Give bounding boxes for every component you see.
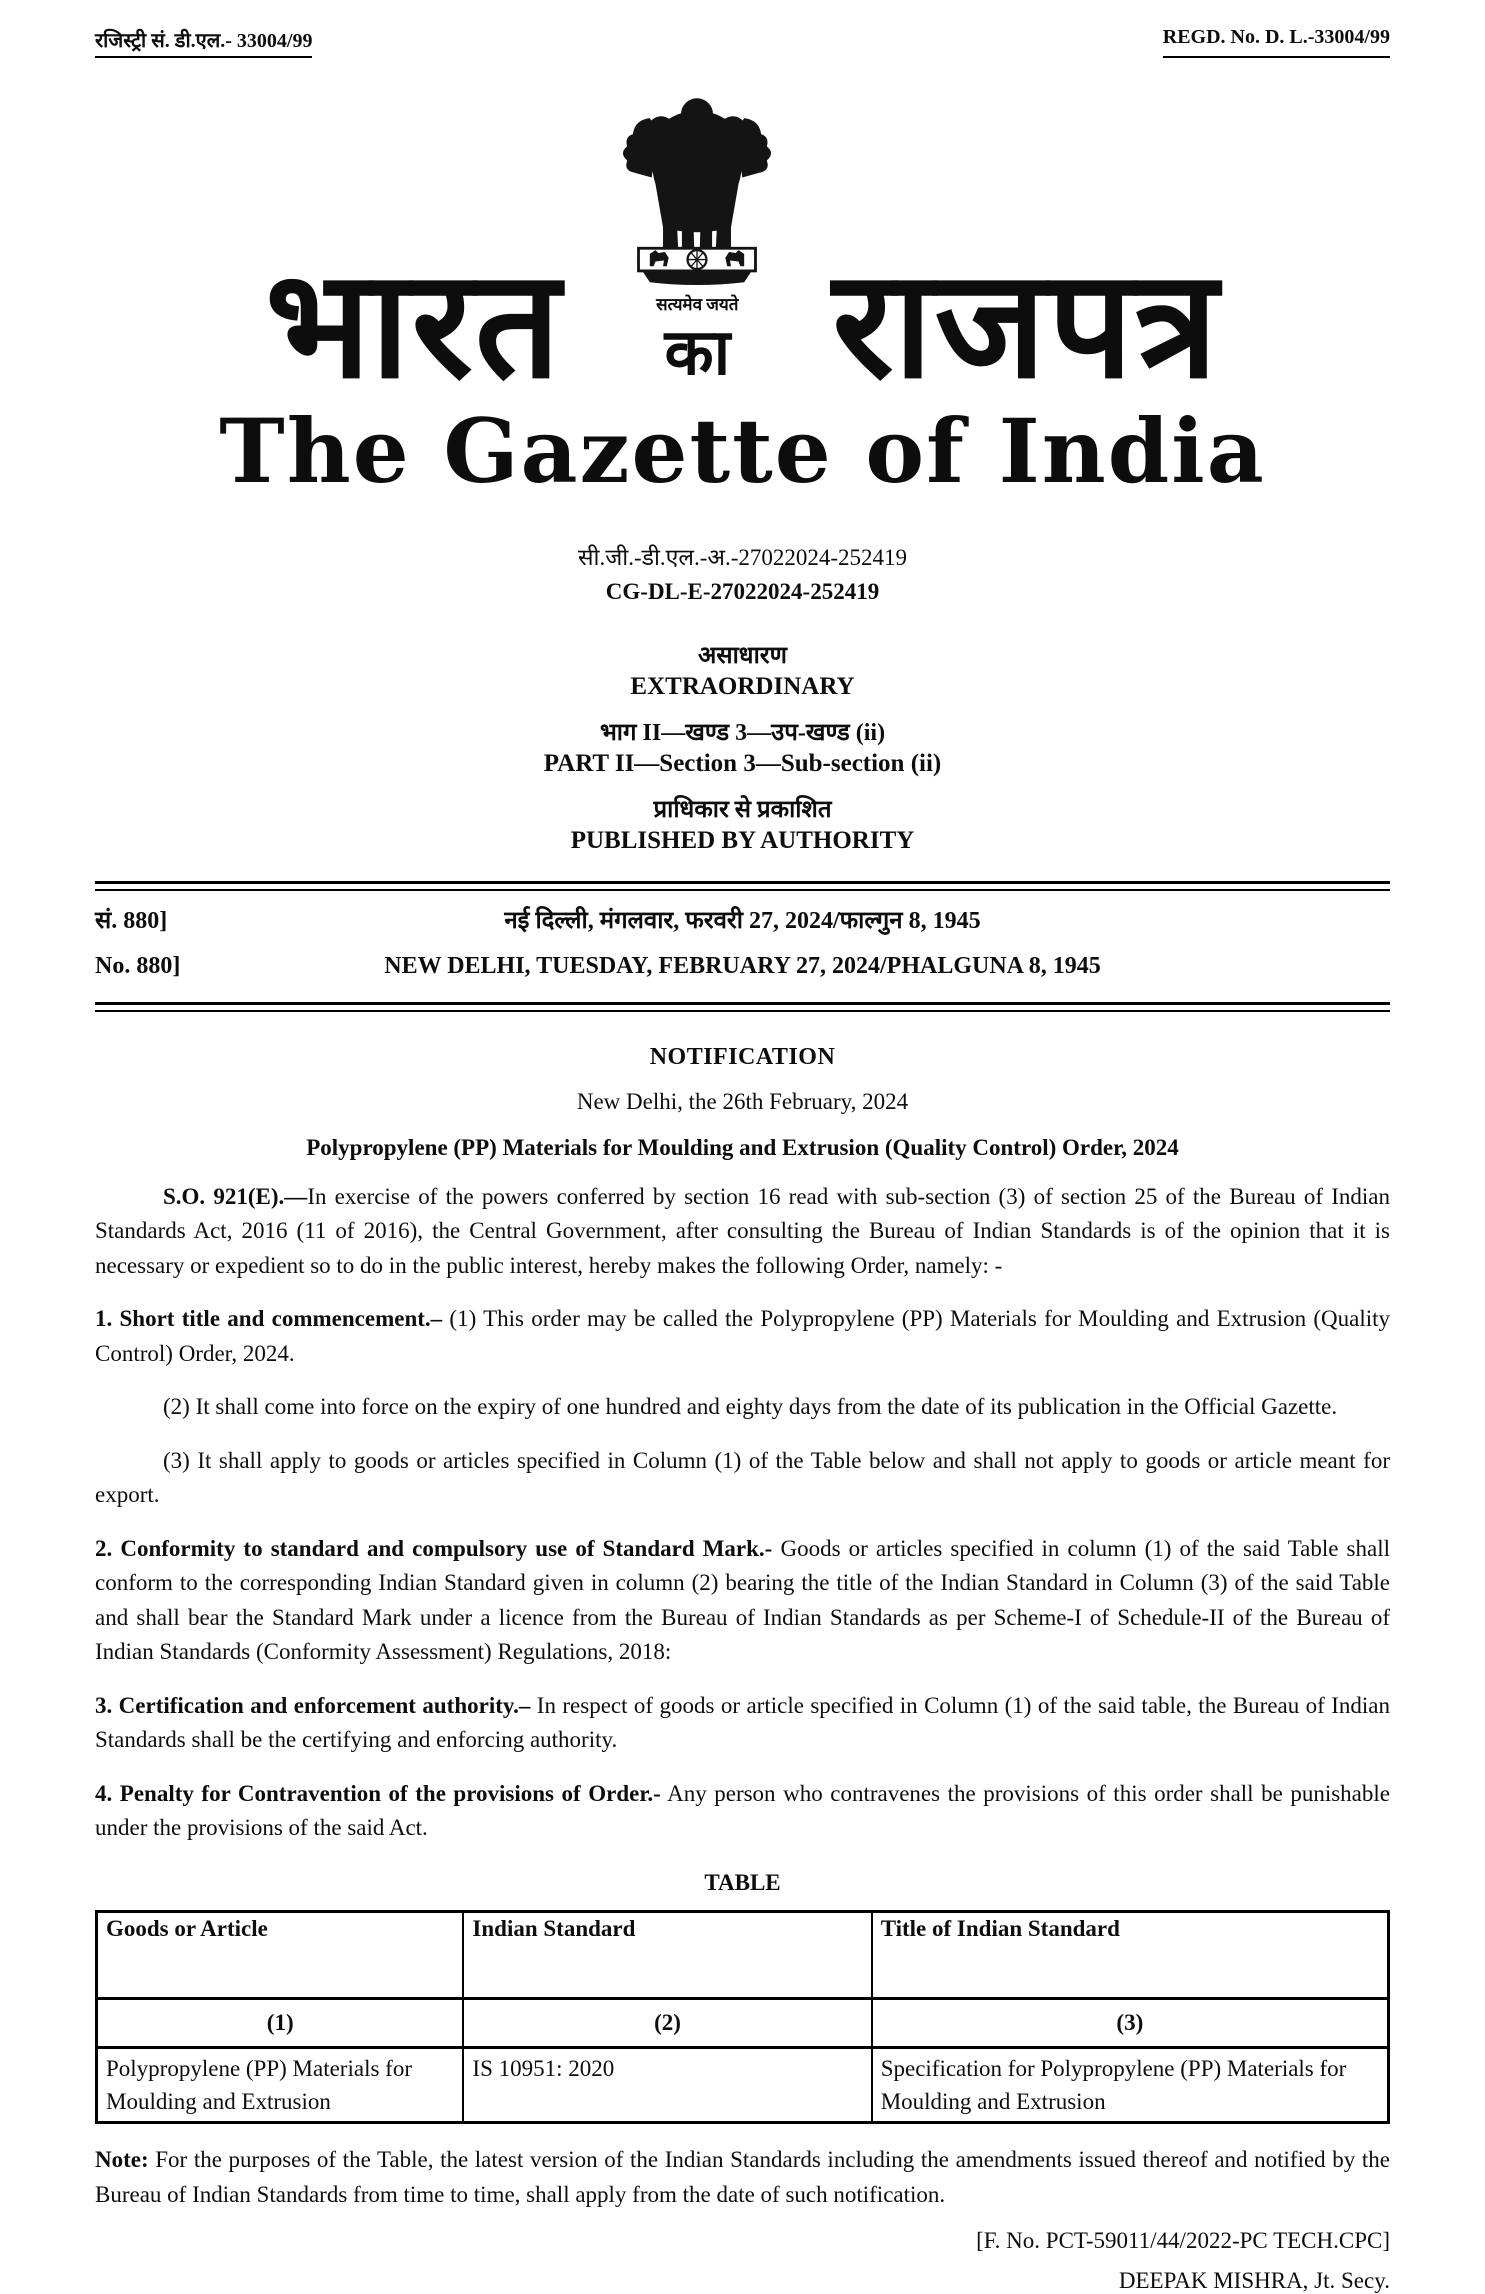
section-1-text: (1) This order may be called the Polypropylene (PP) Materials for Moulding and Extrusion (Quality Control) Order, 2024. <box>95 1306 1390 1366</box>
note-text: For the purposes of the Table, the latest version of the Indian Standards including the amendments issued thereof and notified by the Bureau of Indian Standards from time to time, shall apply from the date of such notification. <box>95 2147 1391 2207</box>
paragraph-section-1 <box>95 1302 1390 1371</box>
notification-place-date: New Delhi, the 26th February, 2024 <box>576 1088 909 1114</box>
section-4-text: Any person who contravenes the provisions of this order shall be punishable under the provisions of the said Act. <box>95 1780 1390 1841</box>
masthead-hindi-rajpatra: राजपत्र <box>832 243 1220 409</box>
issue-classification <box>95 641 1390 857</box>
paragraph-so <box>95 1180 1390 1284</box>
paragraph-section-4 <box>95 1777 1390 1846</box>
table-column-numbers-row <box>97 1998 1389 2047</box>
col-number-2: (2) <box>463 1998 871 2047</box>
gazette-english-title: The Gazette of India <box>219 399 1266 503</box>
section-3-text: In respect of goods or article specified in Column (1) of the said table, the Bureau of Indian Standards shall be the certifying and enforcing authority. <box>95 1692 1390 1753</box>
standards-table <box>95 1910 1390 2125</box>
header-indian-standard: Indian Standard <box>463 1911 871 1998</box>
section-3-heading: 3. Certification and enforcement authority.– <box>95 1692 531 1718</box>
note-label: Note: <box>95 2147 149 2173</box>
extraordinary-hindi: असाधारण <box>698 642 787 669</box>
code-hindi: सी.जी.-डी.एल.-अ.-27022024-252419 <box>577 545 908 570</box>
masthead-center <box>588 86 806 388</box>
so-number: S.O. 921(E).— <box>163 1183 308 1209</box>
section-4-heading: 4. Penalty for Contravention of the provisions of Order.- <box>95 1780 661 1806</box>
code-english: CG-DL-E-27022024-252419 <box>605 578 880 604</box>
issue-date-hindi: नई दिल्ली, मंगलवार, फरवरी 27, 2024/फाल्गुन 8, 1945 <box>504 907 981 934</box>
paragraph-clause-2 <box>95 1390 1390 1425</box>
issue-number-hindi: सं. 880] <box>95 907 168 934</box>
masthead <box>95 86 1390 409</box>
notification-heading: NOTIFICATION <box>649 1043 836 1070</box>
issue-number-english: No. 880] <box>95 953 181 980</box>
clause-2-text: (2) It shall come into force on the expiry of one hundred and eighty days from the date of its publication in the Official Gazette. <box>163 1394 1338 1420</box>
signatory: DEEPAK MISHRA, Jt. Secy. <box>1118 2268 1390 2294</box>
section-1-heading: 1. Short title and commencement.– <box>95 1306 443 1332</box>
double-rule-top <box>95 881 1390 891</box>
col-number-3: (3) <box>872 1998 1389 2047</box>
cell-title: Specification for Polypropylene (PP) Materials for Moulding and Extrusion <box>872 2047 1389 2123</box>
part-line-english: PART II—Section 3—Sub-section (ii) <box>543 750 942 778</box>
col-number-1: (1) <box>97 1998 464 2047</box>
table-caption: TABLE <box>704 1869 781 1895</box>
masthead-hindi-bharat: भारत <box>265 243 563 409</box>
gazette-codes <box>95 543 1390 607</box>
table-row <box>97 2047 1389 2123</box>
motto-satyameva-jayate: सत्यमेव जयते <box>656 295 739 314</box>
issue-dates <box>345 899 1140 990</box>
header-title-of-indian-standard: Title of Indian Standard <box>872 1911 1389 1998</box>
authority-line-english: PUBLISHED BY AUTHORITY <box>570 827 915 855</box>
issue-banner <box>95 881 1390 1012</box>
paragraph-clause-3 <box>95 1444 1390 1513</box>
cell-goods: Polypropylene (PP) Materials for Moulding and Extrusion <box>97 2047 464 2123</box>
table-header-row <box>97 1911 1389 1998</box>
issue-date-english: NEW DELHI, TUESDAY, FEBRUARY 27, 2024/PHALGUNA 8, 1945 <box>384 953 1101 980</box>
section-2-text: Goods or articles specified in column (1) of the said Table shall conform to the corresponding Indian Standard given in column (2) bearing the title of the Indian Standard in Column (3) of the said Table and shall bear the Standard Mark under a licence from the Bureau of Indian Standards as per Scheme-I of Schedule-II of the Bureau of Indian Standards (Conformity Assessment) Regulations, 2018: <box>95 1535 1390 1665</box>
clause-3-text: (3) It shall apply to goods or articles specified in Column (1) of the Table below and shall not apply to goods or article meant for export. <box>95 1447 1390 1508</box>
order-title: Polypropylene (PP) Materials for Moulding and Extrusion (Quality Control) Order, 2024 <box>306 1134 1179 1160</box>
masthead-hindi-ka: का <box>664 317 731 388</box>
paragraph-section-2 <box>95 1532 1390 1670</box>
header-goods-or-article: Goods or Article <box>97 1911 464 1998</box>
note-paragraph <box>95 2143 1390 2212</box>
cell-standard: IS 10951: 2020 <box>463 2047 871 2123</box>
registry-number-english: REGD. No. D. L.-33004/99 <box>1163 26 1390 58</box>
double-rule-bottom <box>95 1002 1390 1012</box>
registry-number-hindi: रजिस्ट्री सं. डी.एल.- 33004/99 <box>95 26 312 58</box>
part-line-hindi: भाग II—खण्ड 3—उप-खण्ड (ii) <box>599 720 886 747</box>
file-number: [F. No. PCT-59011/44/2022-PC TECH.CPC] <box>976 2228 1390 2254</box>
paragraph-section-3 <box>95 1689 1390 1758</box>
ashoka-lion-capital-icon <box>612 86 782 291</box>
so-text: In exercise of the powers conferred by section 16 read with sub-section (3) of section 25 of the Bureau of Indian Standards Act, 2016 (11 of 2016), the Central Government, after consulting the Bureau of Indian Standards is of the opinion that it is necessary or expedient so to do in the public interest, hereby makes the following Order, namely: - <box>95 1183 1390 1278</box>
authority-line-hindi: प्राधिकार से प्रकाशित <box>653 797 832 824</box>
section-2-heading: 2. Conformity to standard and compulsory use of Standard Mark.- <box>95 1535 773 1561</box>
registry-header <box>95 26 1390 58</box>
issue-number <box>95 899 345 990</box>
extraordinary-english: EXTRAORDINARY <box>630 672 855 700</box>
